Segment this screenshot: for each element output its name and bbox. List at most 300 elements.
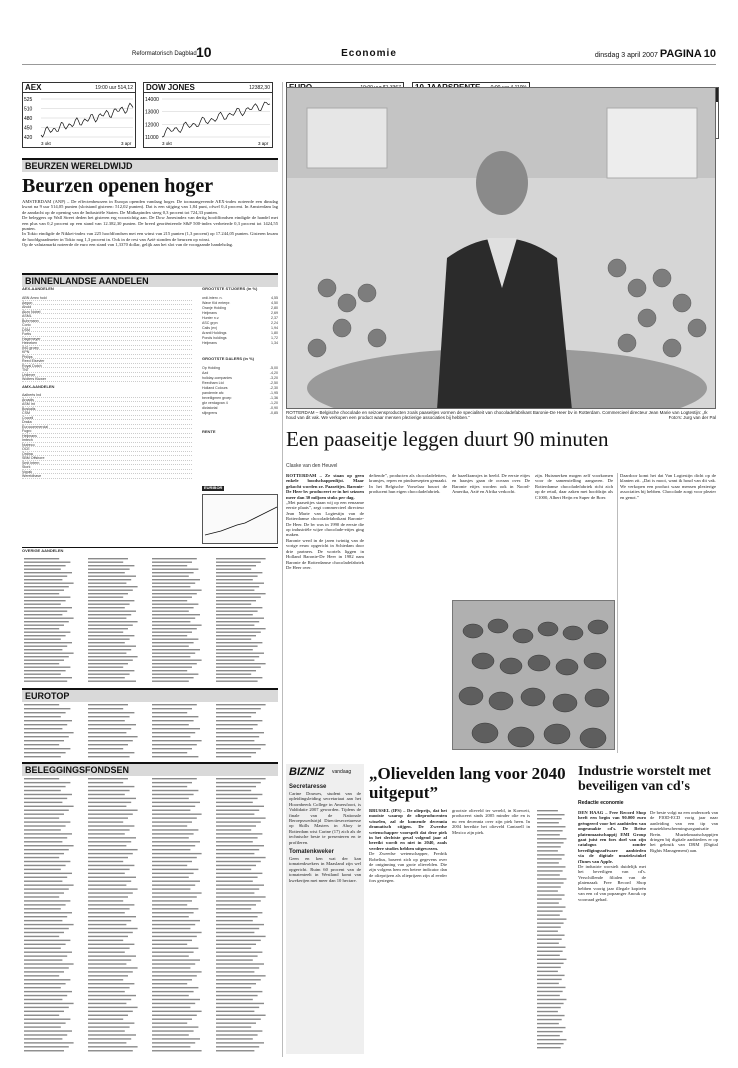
listing-row bbox=[24, 794, 72, 795]
listing-row bbox=[216, 928, 259, 929]
headline-olievelden: „Olievelden lang voor 2040 uitgeput” bbox=[369, 764, 566, 802]
listing-row bbox=[88, 975, 128, 976]
chart-header bbox=[23, 83, 135, 93]
listing-row bbox=[88, 716, 130, 717]
table-row: ASM Int bbox=[22, 402, 192, 407]
listing-row bbox=[537, 931, 558, 932]
listing-row bbox=[152, 600, 187, 601]
byline-cd: Redactie economie bbox=[578, 800, 624, 806]
listing-row bbox=[88, 708, 123, 709]
listing-row bbox=[88, 748, 123, 749]
listing-row bbox=[88, 618, 126, 619]
listing-row bbox=[216, 628, 266, 629]
row-value: 1,72 bbox=[271, 336, 278, 340]
listing-row bbox=[537, 894, 565, 895]
listing-row bbox=[537, 878, 566, 879]
listing-row bbox=[152, 732, 195, 733]
listing-row bbox=[24, 569, 61, 570]
listing-row bbox=[24, 959, 62, 960]
listing-row bbox=[537, 999, 566, 1000]
table-row: Fugro bbox=[22, 429, 192, 434]
listing-row bbox=[88, 861, 123, 862]
listing-row bbox=[537, 939, 562, 940]
listing-row bbox=[537, 854, 565, 855]
listing-row bbox=[24, 951, 72, 952]
listing-row bbox=[216, 1007, 259, 1008]
listing-row bbox=[88, 869, 130, 870]
listing-row bbox=[537, 1047, 561, 1048]
table-row: Stork bbox=[22, 465, 192, 470]
listing-row bbox=[152, 656, 190, 657]
listing-row bbox=[24, 1046, 69, 1047]
listing-row bbox=[88, 928, 138, 929]
listing-row bbox=[152, 951, 194, 952]
listing-row bbox=[152, 924, 195, 925]
euribor-label: EURIBOR bbox=[204, 485, 223, 490]
listing-row bbox=[216, 635, 256, 636]
listing-row bbox=[24, 888, 69, 889]
column-rule bbox=[617, 473, 618, 753]
table-row: Eurocommercial bbox=[22, 425, 192, 430]
photo-caption bbox=[286, 410, 716, 421]
row-name: ASC grpn bbox=[202, 321, 218, 325]
bizniz-box bbox=[286, 764, 364, 1054]
listing-row bbox=[216, 712, 256, 713]
row-value: -5,00 bbox=[269, 366, 278, 370]
listing-row bbox=[24, 983, 66, 984]
listing-row bbox=[88, 825, 134, 826]
listing-row bbox=[88, 1050, 133, 1051]
listing-row bbox=[152, 604, 198, 605]
listing-row bbox=[24, 825, 66, 826]
paper-name: Reformatorisch Dagblad bbox=[132, 51, 197, 57]
listing-row bbox=[152, 681, 189, 682]
paragraph: De Zweedse wetenschapper, Fredrik Robelius, baseert zich op gegevens over de ontginning van grote olievelden. Die zijn volgens hem een betere indicator dan de olieprijzen als olieprijzen zijn al eerder fors gestegen. bbox=[369, 851, 447, 884]
listing-row bbox=[88, 674, 130, 675]
listing-row bbox=[152, 628, 197, 629]
listing-row bbox=[24, 590, 64, 591]
listing-row bbox=[216, 677, 262, 678]
listing-row bbox=[88, 660, 133, 661]
listing-row bbox=[152, 869, 198, 870]
table-row: Reed Elsevier bbox=[22, 359, 192, 364]
listing-row bbox=[88, 720, 125, 721]
paragraph: Op de valutamarkt noteerde de euro een stand van 1,3370 dollar, gelijk aan het slot van de voorgaande handelsdag. bbox=[22, 242, 234, 248]
chart-y-tick: 480 bbox=[24, 116, 33, 122]
listing-row bbox=[24, 845, 74, 846]
listing-row bbox=[537, 1027, 566, 1028]
section-eurotop: EUROTOP bbox=[22, 688, 278, 702]
listing-row bbox=[24, 604, 61, 605]
listing-row bbox=[537, 842, 564, 843]
row-value: 2,69 bbox=[271, 311, 278, 315]
bizniz-heading: Tomatenkweker bbox=[289, 849, 334, 856]
listing-row bbox=[24, 924, 74, 925]
listing-row bbox=[24, 995, 67, 996]
listing-row bbox=[88, 794, 125, 795]
listing-row bbox=[24, 999, 62, 1000]
listing-row bbox=[216, 728, 253, 729]
paragraph: Daardoor komt het dat Van Logtestijn dicht op de klanten zit. „Dat is mooi, want ik houd van dit vak. We verkopen een product waar mensen plezierige associaties bij hebben. Chocolade zorgt voor plezier en genot.” bbox=[620, 473, 716, 500]
listing-row bbox=[88, 590, 133, 591]
page-number-right: 10 bbox=[703, 48, 716, 60]
listing-row bbox=[24, 1030, 72, 1031]
listing-row bbox=[24, 829, 61, 830]
listing-row bbox=[152, 802, 200, 803]
chart-value: 12382,30 bbox=[249, 85, 270, 91]
listing-row bbox=[88, 1015, 128, 1016]
listing-row bbox=[152, 646, 189, 647]
listing-row bbox=[24, 646, 67, 647]
listing-row bbox=[88, 1003, 126, 1004]
listing-row bbox=[24, 833, 72, 834]
listing-row bbox=[216, 614, 253, 615]
paragraph: zijn. Huismerken mogen zelf voorkomen voor de samenstelling aangaven. De Rotterdamse chocoladefabriek richt zich op de retail, daar zaken met hoofdzijn als C1000, Albert Heijn en Super de Boer. bbox=[535, 473, 613, 500]
listing-row bbox=[88, 971, 133, 972]
listing-row bbox=[88, 916, 136, 917]
listing-row bbox=[24, 628, 59, 629]
row-value: 2,24 bbox=[271, 321, 278, 325]
listing-row bbox=[24, 720, 72, 721]
listing-row bbox=[24, 920, 62, 921]
aex-table bbox=[22, 296, 192, 382]
listing-row bbox=[537, 1019, 562, 1020]
listing-row bbox=[88, 829, 130, 830]
masthead-rule bbox=[22, 64, 716, 65]
listing-row bbox=[152, 593, 197, 594]
row-name: slijngrens bbox=[202, 411, 218, 415]
listing-row bbox=[88, 756, 130, 757]
listing-row bbox=[152, 625, 202, 626]
listing-row bbox=[216, 896, 266, 897]
listing-row bbox=[537, 814, 565, 815]
listing-row bbox=[152, 569, 198, 570]
listing-row bbox=[24, 849, 69, 850]
listing-row bbox=[216, 948, 251, 949]
listing-row bbox=[537, 935, 565, 936]
listing-row bbox=[152, 940, 192, 941]
listing-row bbox=[152, 660, 202, 661]
listing-row bbox=[216, 951, 262, 952]
listing-row bbox=[24, 1026, 61, 1027]
listing-row bbox=[537, 810, 558, 811]
dalers-table bbox=[202, 366, 278, 416]
listing-row bbox=[88, 821, 123, 822]
listing-row bbox=[24, 782, 70, 783]
listing-row bbox=[216, 653, 264, 654]
listing-row bbox=[216, 873, 262, 874]
table-row: ABN Amro hold bbox=[22, 296, 192, 301]
listing-row bbox=[216, 813, 254, 814]
row-value: -4,20 bbox=[269, 371, 278, 375]
listing-row bbox=[216, 708, 261, 709]
listing-row bbox=[88, 663, 128, 664]
listing-row bbox=[216, 983, 256, 984]
bizniz-content bbox=[289, 784, 361, 883]
listing-row bbox=[88, 1019, 123, 1020]
listing-row bbox=[88, 677, 125, 678]
listing-row bbox=[152, 649, 200, 650]
listing-row bbox=[537, 963, 564, 964]
listing-row bbox=[152, 916, 189, 917]
listing-row bbox=[537, 983, 559, 984]
listing-row bbox=[537, 987, 566, 988]
listing-row bbox=[88, 841, 131, 842]
listing-row bbox=[216, 720, 262, 721]
listing-row bbox=[88, 1034, 136, 1035]
listing-row bbox=[88, 646, 136, 647]
row-name: Reedham Ltd bbox=[202, 381, 224, 385]
chart-x-end: 3 apr bbox=[121, 141, 132, 146]
listing-row bbox=[24, 1038, 62, 1039]
listing-row bbox=[152, 740, 202, 741]
listing-row bbox=[216, 1050, 254, 1051]
listing-row bbox=[88, 900, 123, 901]
listing-row bbox=[24, 597, 70, 598]
listing-row bbox=[24, 1042, 74, 1043]
listing-row bbox=[152, 975, 197, 976]
table-row: Smit Intern bbox=[22, 461, 192, 466]
listing-row bbox=[152, 1030, 194, 1031]
listing-row bbox=[24, 857, 59, 858]
listing-row bbox=[216, 756, 251, 757]
table-row: Fortis bbox=[22, 332, 192, 337]
listing-row bbox=[24, 579, 62, 580]
listing-row bbox=[152, 884, 195, 885]
listing-row bbox=[216, 924, 264, 925]
listing-row bbox=[152, 621, 190, 622]
chart-aex bbox=[22, 82, 136, 148]
listing-row bbox=[152, 572, 194, 573]
listing-row bbox=[88, 712, 134, 713]
listing-row bbox=[152, 987, 198, 988]
article-olie-col2 bbox=[452, 808, 530, 835]
listing-row bbox=[537, 846, 561, 847]
listing-row bbox=[152, 821, 192, 822]
listing-row bbox=[24, 837, 67, 838]
listing-row bbox=[88, 667, 123, 668]
listing-row bbox=[152, 1034, 189, 1035]
listing-row bbox=[152, 999, 200, 1000]
listing-row bbox=[216, 849, 259, 850]
listing-row bbox=[24, 944, 66, 945]
row-value: 1,94 bbox=[271, 326, 278, 330]
listing-row bbox=[152, 716, 198, 717]
listing-row bbox=[24, 614, 62, 615]
table-row: Imtech bbox=[22, 438, 192, 443]
listing-row bbox=[152, 810, 190, 811]
listing-row bbox=[152, 1019, 192, 1020]
table-row: Crucell bbox=[22, 416, 192, 421]
listing-row bbox=[24, 892, 64, 893]
listing-row bbox=[24, 611, 67, 612]
listing-row bbox=[537, 850, 558, 851]
listing-row bbox=[88, 611, 136, 612]
listing-row bbox=[216, 1030, 262, 1031]
listing-row bbox=[537, 886, 561, 887]
listing-row bbox=[88, 912, 125, 913]
listing-row bbox=[24, 562, 70, 563]
listing-row bbox=[216, 798, 258, 799]
listing-row bbox=[24, 928, 69, 929]
listing-row bbox=[216, 646, 258, 647]
table-row: SBM Offshore bbox=[22, 456, 192, 461]
listing-row bbox=[88, 948, 130, 949]
photo-chocolate-factory bbox=[286, 87, 716, 409]
euribor-chart bbox=[202, 494, 278, 544]
listing-row bbox=[152, 607, 194, 608]
listing-row bbox=[24, 625, 64, 626]
listing-row bbox=[216, 802, 253, 803]
listing-row bbox=[88, 565, 134, 566]
listing-row bbox=[88, 656, 138, 657]
listing-row bbox=[88, 621, 138, 622]
listing-row bbox=[152, 632, 192, 633]
listing-row bbox=[216, 971, 254, 972]
listing-row bbox=[88, 979, 123, 980]
listing-row bbox=[216, 932, 254, 933]
listing-row bbox=[152, 995, 189, 996]
listing-row bbox=[24, 618, 74, 619]
listing-row bbox=[216, 786, 256, 787]
listing-row bbox=[88, 940, 123, 941]
listing-row bbox=[537, 1007, 561, 1008]
row-value: -0,85 bbox=[269, 411, 278, 415]
lede: BRUSSEL (IPS) – De olieprijs, dat het mooiste waarop de olieproducenten wisselen, zal de komende decennia dramatisch stijgen. De Zweedse wetenschapper voorspelt dat deze piek in het slechtste geval volgend jaar al bereikt wordt en niet in 2040, zoals verdere studies hebben uitgewezen. bbox=[369, 808, 447, 851]
listing-row bbox=[537, 914, 560, 915]
listing-row bbox=[216, 912, 262, 913]
bizniz-heading: Secretaresse bbox=[289, 784, 327, 790]
article-paaseitje-col3 bbox=[452, 473, 530, 495]
listing-row bbox=[216, 649, 253, 650]
listing-row bbox=[216, 611, 258, 612]
listing-row bbox=[24, 873, 72, 874]
listing-row bbox=[216, 837, 258, 838]
listing-row bbox=[537, 898, 562, 899]
listing-row bbox=[216, 955, 258, 956]
listing-row bbox=[88, 562, 123, 563]
listing-row bbox=[24, 778, 59, 779]
listing-row bbox=[152, 896, 197, 897]
listing-row bbox=[88, 877, 136, 878]
listing-row bbox=[216, 681, 258, 682]
listing-row bbox=[88, 833, 125, 834]
listing-row bbox=[152, 576, 189, 577]
listing-row bbox=[24, 572, 72, 573]
listing-row bbox=[88, 967, 138, 968]
listing-row bbox=[88, 932, 133, 933]
listing-row bbox=[24, 861, 70, 862]
listing-row bbox=[88, 806, 126, 807]
paragraph: Baronie werd in de jaren twintig van de vorige eeuw opgericht in Schiedam door drie partners. De wortels liggen in Holland Baronie-De Heer in 1982 nam Baronie de Rotterdamse chocoladefabriek De Heer over. bbox=[286, 537, 364, 570]
row-value: -3,20 bbox=[269, 376, 278, 380]
listing-row bbox=[537, 918, 566, 919]
listing-row bbox=[537, 874, 560, 875]
listing-row bbox=[216, 944, 256, 945]
listing-row bbox=[24, 712, 66, 713]
listing-row bbox=[152, 712, 187, 713]
listing-row bbox=[537, 959, 566, 960]
row-value: 4,50 bbox=[271, 301, 278, 305]
listing-row bbox=[88, 817, 128, 818]
listing-row bbox=[152, 971, 202, 972]
listing-row bbox=[152, 1042, 195, 1043]
listing-row bbox=[88, 849, 138, 850]
listing-row bbox=[24, 936, 59, 937]
listing-row bbox=[216, 936, 266, 937]
listing-row bbox=[537, 834, 560, 835]
table-row: TNT bbox=[22, 368, 192, 373]
listing-row bbox=[24, 884, 74, 885]
listing-row bbox=[216, 625, 254, 626]
listing-row bbox=[88, 600, 134, 601]
table-row: Royal Dutch bbox=[22, 364, 192, 369]
chart-title: DOW JONES bbox=[146, 83, 195, 92]
listing-row bbox=[152, 597, 192, 598]
listing-row bbox=[537, 882, 564, 883]
listing-row bbox=[24, 635, 66, 636]
listing-row bbox=[537, 858, 562, 859]
photo-illustration bbox=[287, 88, 716, 409]
listing-row bbox=[537, 951, 563, 952]
aex-label: AEX-AANDELEN bbox=[22, 286, 54, 291]
listing-row bbox=[24, 912, 72, 913]
row-name: Aranti Holdings bbox=[202, 331, 227, 335]
listing-row bbox=[537, 922, 564, 923]
table-row: Wolters Kluwer bbox=[22, 377, 192, 382]
listing-row bbox=[152, 857, 197, 858]
table-row: Hagemeyer bbox=[22, 337, 192, 342]
listing-row bbox=[24, 948, 61, 949]
listing-row bbox=[216, 674, 251, 675]
listing-row bbox=[216, 704, 266, 705]
listing-row bbox=[24, 674, 61, 675]
article-cd-col2 bbox=[650, 810, 718, 853]
listing-row bbox=[216, 817, 266, 818]
listing-row bbox=[216, 724, 258, 725]
listing-row bbox=[216, 806, 264, 807]
listing-row bbox=[24, 817, 59, 818]
listing-row bbox=[152, 825, 187, 826]
listing-row bbox=[152, 837, 189, 838]
listing-row bbox=[537, 991, 563, 992]
listing-row bbox=[152, 677, 194, 678]
listing-row bbox=[216, 716, 251, 717]
lede: ROTTERDAM – Ze staan op geen enkele boodschappenlijst. Maar gekocht worden ze. Paaseitjes. Baronie-De Heer bv produceert er in het seizoen meer dan 30 miljoen stuks per dag. bbox=[286, 473, 364, 500]
chart-y-tick: 11000 bbox=[145, 135, 159, 141]
row-value: -0,90 bbox=[269, 406, 278, 410]
listing-row bbox=[216, 660, 254, 661]
listing-row bbox=[24, 932, 64, 933]
listing-row bbox=[537, 955, 560, 956]
listing-row bbox=[537, 870, 563, 871]
listing-row bbox=[537, 971, 558, 972]
listing-row bbox=[152, 1011, 202, 1012]
listing-row bbox=[24, 916, 67, 917]
listing-row bbox=[216, 810, 259, 811]
listing-row bbox=[152, 873, 194, 874]
chart-y-tick: 14000 bbox=[145, 97, 159, 103]
listing-row bbox=[537, 979, 562, 980]
listing-row bbox=[216, 632, 261, 633]
listing-row bbox=[88, 628, 128, 629]
stijgers-table bbox=[202, 296, 278, 346]
listing-row bbox=[24, 975, 59, 976]
listing-row bbox=[24, 979, 70, 980]
listing-row bbox=[152, 565, 187, 566]
table-row: Corio bbox=[22, 323, 192, 328]
listing-row bbox=[152, 983, 187, 984]
